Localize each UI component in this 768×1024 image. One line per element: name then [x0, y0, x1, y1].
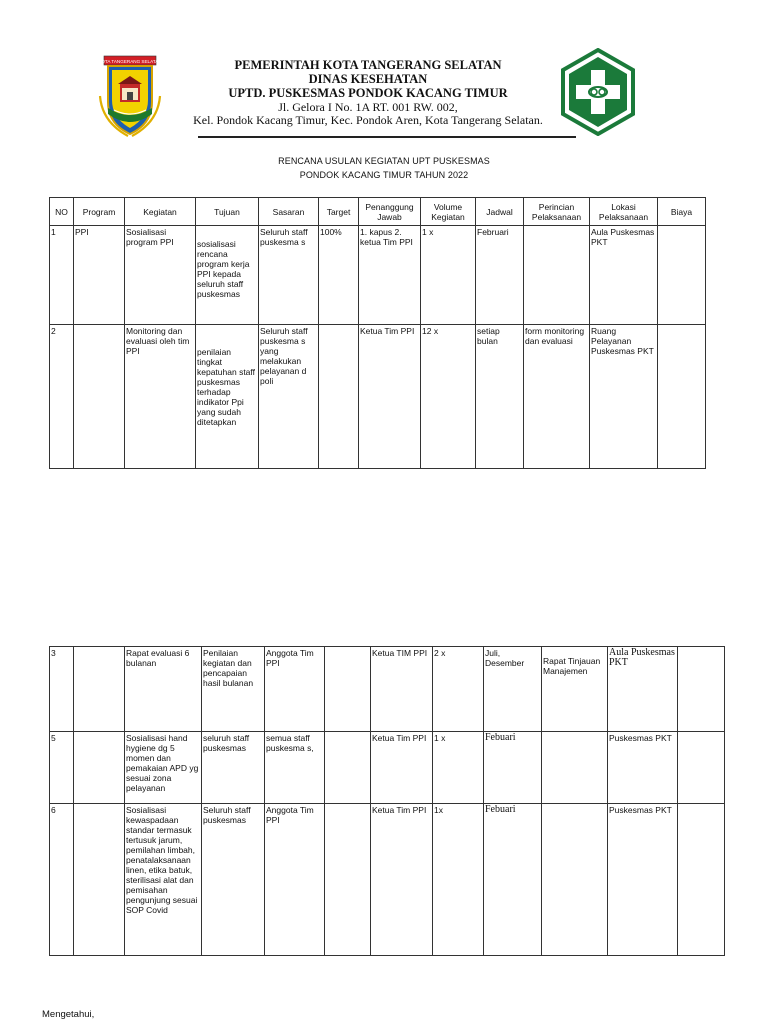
cell-target: 100%	[319, 226, 359, 325]
cell-perincian	[542, 732, 608, 804]
cell-sasaran: Anggota Tim PPI	[265, 804, 325, 956]
cell-biaya	[658, 325, 706, 469]
header-volume	[421, 198, 476, 226]
letterhead-divider	[198, 136, 576, 138]
cell-kegiatan: Rapat evaluasi 6 bulanan	[125, 647, 202, 732]
cell-jadwal: Febuari	[484, 804, 542, 956]
cell-volume: 12 x	[421, 325, 476, 469]
header-pj-line2: Jawab	[377, 211, 402, 222]
table-row	[50, 804, 725, 956]
header-volume-line2: Kegiatan	[431, 211, 465, 222]
table-header-row	[50, 198, 706, 226]
header-tujuan: Tujuan	[196, 198, 259, 226]
cell-no: 5	[50, 732, 74, 804]
cell-tujuan: sosialisasi rencana program kerja PPI kepada seluruh staff puskesmas	[196, 226, 259, 325]
cell-lokasi: Ruang Pelayanan Puskesmas PKT	[590, 325, 658, 469]
cell-biaya	[678, 647, 725, 732]
header-jadwal: Jadwal	[476, 198, 524, 226]
cell-penanggung-jawab: Ketua TIM PPI	[371, 647, 433, 732]
header-perincian	[524, 198, 590, 226]
cell-kegiatan: Sosialisasi kewaspadaan standar termasuk tertusuk jarum, pemilahan limbah, penatalaksanaan linen, etika batuk, sterilisasi alat dan pemisahan pengunjung sesuai SOP Covid	[125, 804, 202, 956]
cell-perincian: form monitoring dan evaluasi	[524, 325, 590, 469]
header-program: Program	[74, 198, 125, 226]
cell-volume: 1 x	[421, 226, 476, 325]
cell-tujuan: Penilaian kegiatan dan pencapaian hasil bulanan	[202, 647, 265, 732]
activity-table-part1	[49, 197, 706, 469]
cell-penanggung-jawab: Ketua Tim PPI	[371, 732, 433, 804]
emblem-label: KOTA TANGERANG SELATAN	[98, 59, 162, 64]
cell-biaya	[678, 804, 725, 956]
cell-kegiatan: Monitoring dan evaluasi oleh tim PPI	[125, 325, 196, 469]
cell-program	[74, 325, 125, 469]
letterhead-unit: UPTD. PUSKESMAS PONDOK KACANG TIMUR	[228, 86, 508, 100]
cell-lokasi: Puskesmas PKT	[608, 732, 678, 804]
header-perincian-line2: Pelaksanaan	[531, 211, 582, 222]
cell-program: PPI	[74, 226, 125, 325]
header-lokasi	[590, 198, 658, 226]
letterhead-address-street: Jl. Gelora I No. 1A RT. 001 RW. 002,	[278, 100, 458, 114]
cell-perincian	[542, 804, 608, 956]
cell-sasaran: Anggota Tim PPI	[265, 647, 325, 732]
cell-kegiatan: Sosialisasi program PPI	[125, 226, 196, 325]
cell-program	[74, 732, 125, 804]
header-biaya: Biaya	[658, 198, 706, 226]
cell-penanggung-jawab: 1. kapus 2. ketua Tim PPI	[359, 226, 421, 325]
header-sasaran: Sasaran	[259, 198, 319, 226]
cell-sasaran: Seluruh staff puskesma s yang melakukan pelayanan d poli	[259, 325, 319, 469]
cell-no: 6	[50, 804, 74, 956]
table-row	[50, 647, 725, 732]
table-row	[50, 226, 706, 325]
header-pj-line1: Penanggung	[365, 201, 414, 212]
cell-penanggung-jawab: Ketua Tim PPI	[359, 325, 421, 469]
header-kegiatan: Kegiatan	[125, 198, 196, 226]
table-row	[50, 325, 706, 469]
cell-perincian: Rapat Tinjauan Manajemen	[542, 647, 608, 732]
cell-tujuan: seluruh staff puskesmas	[202, 732, 265, 804]
letterhead-address-area: Kel. Pondok Kacang Timur, Kec. Pondok Aren, Kota Tangerang Selatan.	[193, 113, 543, 127]
cell-perincian	[524, 226, 590, 325]
table-row	[50, 732, 725, 804]
header-perincian-line1: Perincian	[538, 201, 575, 212]
cell-jadwal: Febuari	[484, 732, 542, 804]
cell-target	[325, 804, 371, 956]
cell-volume: 1x	[433, 804, 484, 956]
cell-target	[325, 732, 371, 804]
cell-no: 1	[50, 226, 74, 325]
cell-jadwal: Juli, Desember	[484, 647, 542, 732]
footer-acknowledgement: Mengetahui,	[42, 1009, 95, 1020]
cell-biaya	[678, 732, 725, 804]
cell-sasaran: Seluruh staff puskesma s	[259, 226, 319, 325]
cell-volume: 2 x	[433, 647, 484, 732]
cell-no: 2	[50, 325, 74, 469]
letterhead-agency: DINAS KESEHATAN	[308, 72, 428, 86]
header-lokasi-line2: Pelaksanaan	[598, 211, 649, 222]
cell-jadwal: Februari	[476, 226, 524, 325]
cell-program	[74, 647, 125, 732]
cell-tujuan: penilaian tingkat kepatuhan staff puskesmas terhadap indikator Ppi yang sudah ditetapkan	[196, 325, 259, 469]
header-target: Target	[319, 198, 359, 226]
cell-no: 3	[50, 647, 74, 732]
header-volume-line1: Volume	[433, 201, 463, 212]
document-title-line1: RENCANA USULAN KEGIATAN UPT PUSKESMAS	[278, 156, 490, 166]
header-lokasi-line1: Lokasi	[611, 201, 636, 212]
activity-table-part2	[49, 646, 725, 956]
cell-tujuan: Seluruh staff puskesmas	[202, 804, 265, 956]
cell-kegiatan: Sosialisasi hand hygiene dg 5 momen dan pemakaian APD yg sesuai zona pelayanan	[125, 732, 202, 804]
cell-lokasi: Aula Puskesmas PKT	[590, 226, 658, 325]
cell-sasaran: semua staff puskesma s,	[265, 732, 325, 804]
letterhead-government: PEMERINTAH KOTA TANGERANG SELATAN	[234, 58, 502, 72]
health-cross-logo-icon	[560, 48, 636, 136]
cell-biaya	[658, 226, 706, 325]
cell-jadwal: setiap bulan	[476, 325, 524, 469]
cell-volume: 1 x	[433, 732, 484, 804]
cell-target	[319, 325, 359, 469]
cell-lokasi: Aula Puskesmas PKT	[608, 647, 678, 732]
header-no: NO	[50, 198, 74, 226]
cell-lokasi: Puskesmas PKT	[608, 804, 678, 956]
cell-target	[325, 647, 371, 732]
cell-program	[74, 804, 125, 956]
document-title-line2: PONDOK KACANG TIMUR TAHUN 2022	[299, 170, 469, 180]
cell-penanggung-jawab: Ketua Tim PPI	[371, 804, 433, 956]
header-penanggung-jawab	[359, 198, 421, 226]
